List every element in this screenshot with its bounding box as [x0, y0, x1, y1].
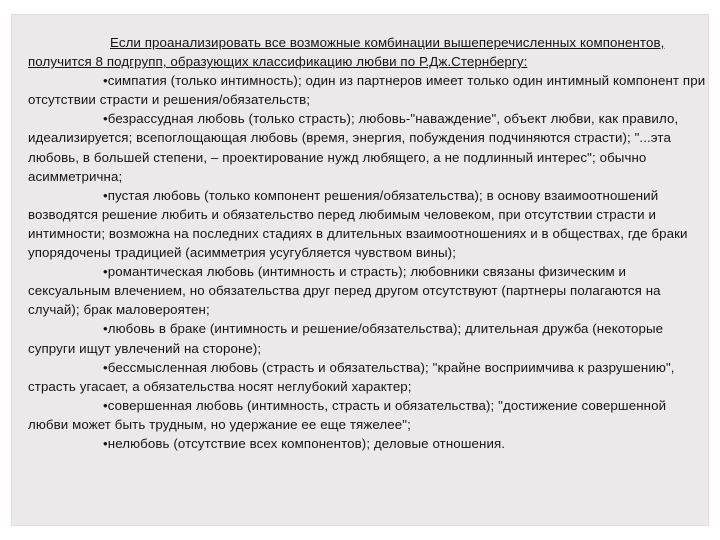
intro-paragraph: Если проанализировать все возможные комбинации вышеперечисленных компонентов, получится 8 подгрупп, образующих классификацию любви по Р.Дж.Стернбергу: [28, 35, 665, 70]
list-item-marriage-love: •любовь в браке (интимность и решение/обязательства); длительная дружба (некоторые супруги ищут увлечений на стороне); [28, 321, 664, 356]
list-item-sympathy: •симпатия (только интимность); один из партнеров имеет только один интимный компонент при отсутствии страсти и решения/обязательств; [28, 73, 706, 108]
list-item-empty-love: •пустая любовь (только компонент решения/обязательства); в основу взаимоотношений возводятся решение любить и обязательство перед любимым человеком, при отсутствии страсти и интимности; возможна на последних стадиях в длительных взаимоотношениях и в обществах, где браки упорядочены традицией (асимметрия усугубляется чувством вины); [28, 187, 688, 261]
list-item-consummate-love: •совершенная любовь (интимность, страсть и обязательства); "достижение совершенной любви может быть трудным, но удержание ее еще тяжелее"; [28, 397, 667, 432]
list-item-fatuous-love: •бессмысленная любовь (страсть и обязательства); "крайне восприимчива к разрушению", страсть угасает, а обязательства носят неглубокий характер; [28, 359, 675, 394]
list-item-nonlove: •нелюбовь (отсутствие всех компонентов); деловые отношения. [103, 435, 506, 451]
slide-background [11, 14, 709, 526]
text-block [28, 33, 706, 453]
list-item-romantic-love: •романтическая любовь (интимность и страсть); любовники связаны физическим и сексуальным влечением, но обязательства друг перед другом отсутствуют (партнеры полагаются на случай); брак маловероятен; [28, 264, 661, 318]
list-item-infatuation: •безрассудная любовь (только страсть); любовь-"наваждение", объект любви, как правило, идеализируется; всепоглощающая любовь (время, энергия, побуждения подчиняются страсти); "...эта любовь, в большей степени, – проектирование нужд любящего, а не подлинный интерес"; обычно асимметрична; [28, 111, 679, 184]
